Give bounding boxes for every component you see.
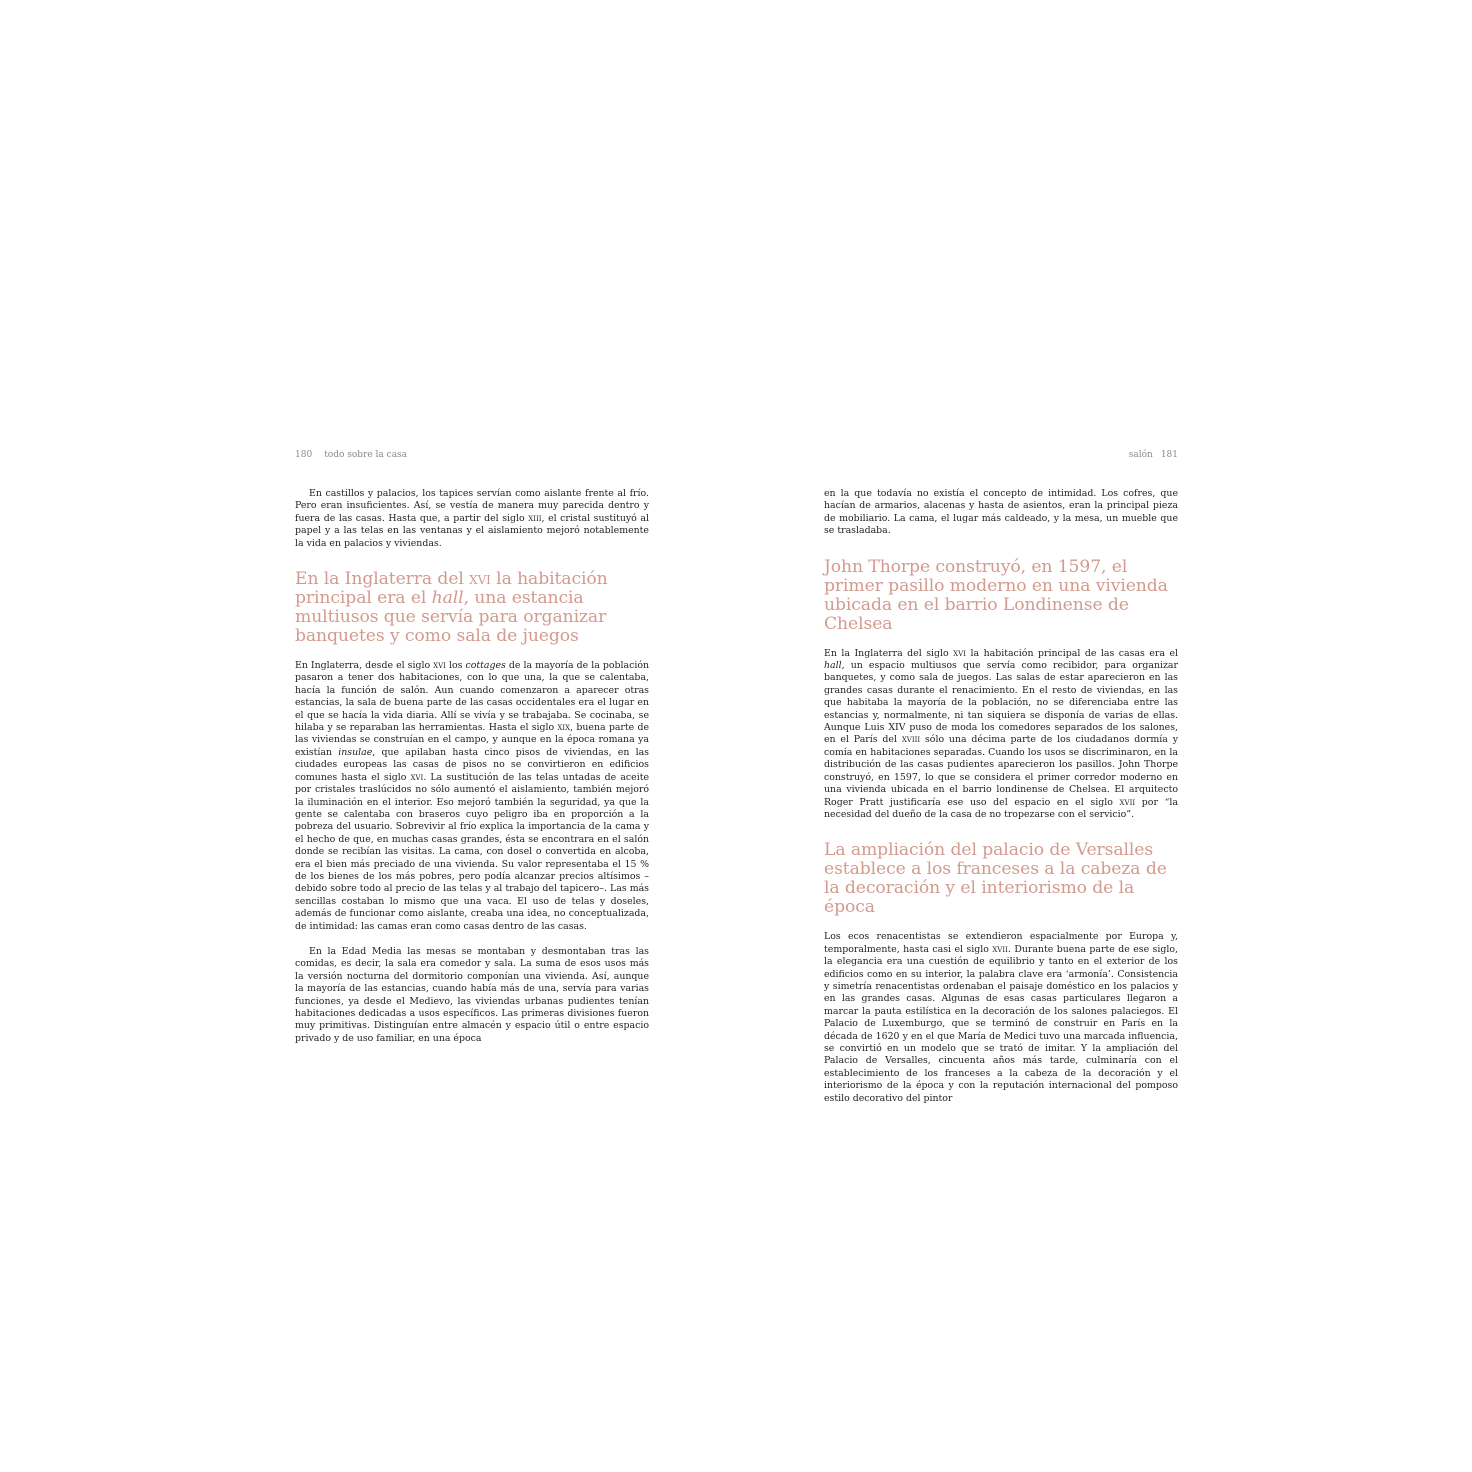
left-running-title: todo sobre la casa (324, 450, 408, 460)
right-paragraph-3: Los ecos renacentistas se extendieron espacialmente por Europa y, temporalmente, hasta casi el siglo xvii. Durante buena parte de ese siglo, la elegancia era una cuestión de equilibrio y tanto en el exterior de los edificios como en su interior, la palabra clave era ‘armonía’. Consistencia y simetría renacentistas ordenaban el paisaje doméstico en los palacios y en las grandes casas. Algunas de esas casas particulares llegaron a marcar la pauta estilística en la decoración de los salones palaciegos. El Palacio de Luxemburgo, que se terminó de construir en París en la década de 1620 y en el que María de Medici tuvo una marcada influencia, se convirtió en un modelo que se trató de imitar. Y la ampliación del Palacio de Versalles, cincuenta años más tarde, culminaría con el establecimiento de los franceses a la cabeza de la decoración y el interiorismo de la época y con la reputación internacional del pomposo estilo decorativo del pintor (824, 931, 1178, 1104)
left-paragraph-1: En castillos y palacios, los tapices servían como aislante frente al frío. Pero eran insuficientes. Así, se vestía de manera muy parecida dentro y fuera de las casas. Hasta que, a partir del siglo xiii, el cristal sustituyó al papel y a las telas en las ventanas y el aislamiento mejoró notablemente la vida en palacios y viviendas. (295, 488, 649, 549)
left-page-number: 180 (295, 450, 313, 460)
right-running-head (824, 448, 1178, 462)
right-heading-2: La ampliación del palacio de Versalles establece a los franceses a la cabeza de la decoración y el interiorismo de la época (824, 840, 1167, 918)
left-heading: En la Inglaterra del xvi la habitación principal era el hall, una estancia multiusos que servía para organizar banquetes y como sala de juegos (295, 569, 608, 647)
left-paragraph-2: En Inglaterra, desde el siglo xvi los cottages de la mayoría de la población pasaron a tener dos habitaciones, con lo que una, la que se calentaba, hacía la función de salón. Aun cuando comenzaron a aparecer otras estancias, la sala de buena parte de las casas occidentales era el lugar en el que se hacía la vida diaria. Allí se vivía y se trabajaba. Se cocinaba, se hilaba y se reparaban las herramientas. Hasta el siglo xix, buena parte de las viviendas se construían en el campo, y aunque en la época romana ya existían insulae, que apilaban hasta cinco pisos de viviendas, en las ciudades europeas las casas de pisos no se convirtieron en edificios comunes hasta el siglo xvi. La sustitución de las telas untadas de aceite por cristales traslúcidos no sólo aumentó el aislamiento, también mejoró la iluminación en el interior. Eso mejoró también la seguridad, ya que la gente se calentaba con braseros cuyo peligro iba en proporción a la pobreza del usuario. Sobrevivir al frío explica la importancia de la cama y el hecho de que, en muchas casas grandes, ésta se encontrara en el salón donde se recibían las visitas. La cama, con dosel o convertida en alcoba, era el bien más preciado de una vivienda. Su valor representaba el 15 % de los bienes de los más pobres, pero podía alcanzar precios altísimos –debido sobre todo al precio de las telas y al trabajo del tapicero–. Las más sencillas costaban lo mismo que una vaca. El uso de telas y doseles, además de funcionar como aislante, creaba una idea, no conceptualizada, de intimidad: las camas eran como casas dentro de las casas. (295, 660, 650, 932)
left-page (295, 448, 649, 1045)
right-heading-1: John Thorpe construyó, en 1597, el primer pasillo moderno en una vivienda ubicada en el barrio Londinense de Chelsea (824, 556, 1168, 634)
left-running-head (295, 448, 649, 462)
right-paragraph-2: En la Inglaterra del siglo xvi la habitación principal de las casas era el hall, un espacio multiusos que servía como recibidor, para organizar banquetes, y como sala de juegos. Las salas de estar aparecieron en las grandes casas durante el renacimiento. En el resto de viviendas, en las que habitaba la mayoría de la población, no se diferenciaba entre las estancias y, normalmente, ni tan siquiera se disponía de varias de ellas. Aunque Luis XIV puso de moda los comedores separados de los salones, en el París del xviii sólo una décima parte de los ciudadanos dormía y comía en habitaciones separadas. Cuando los usos se discriminaron, en la distribución de las casas pudientes aparecieron los pasillos. John Thorpe construyó, en 1597, lo que se considera el primer corredor moderno en una vivienda ubicada en el barrio londinense de Chelsea. El arquitecto Roger Pratt justificaría ese uso del espacio en el siglo xvii por “la necesidad del dueño de la casa de no tropezarse con el servicio”. (824, 647, 1178, 820)
right-running-title: salón (1128, 450, 1153, 460)
right-page (824, 448, 1178, 1105)
left-paragraph-3: En la Edad Media las mesas se montaban y desmontaban tras las comidas, es decir, la sala era comedor y sala. La suma de esos usos más la versión nocturna del dormitorio componían una vivienda. Así, aunque la mayoría de las estancias, cuando había más de una, servía para varias funciones, ya desde el Medievo, las viviendas urbanas pudientes tenían habitaciones dedicadas a usos específicos. Las primeras divisiones fueron muy primitivas. Distinguían entre almacén y espacio útil o entre espacio privado y de uso familiar, en una época (295, 945, 649, 1044)
right-paragraph-1: en la que todavía no existía el concepto de intimidad. Los cofres, que hacían de armarios, alacenas y hasta de asientos, eran la principal pieza de mobiliario. La cama, el lugar más caldeado, y la mesa, un mueble que se trasladaba. (824, 488, 1178, 537)
right-page-number: 181 (1160, 450, 1178, 460)
